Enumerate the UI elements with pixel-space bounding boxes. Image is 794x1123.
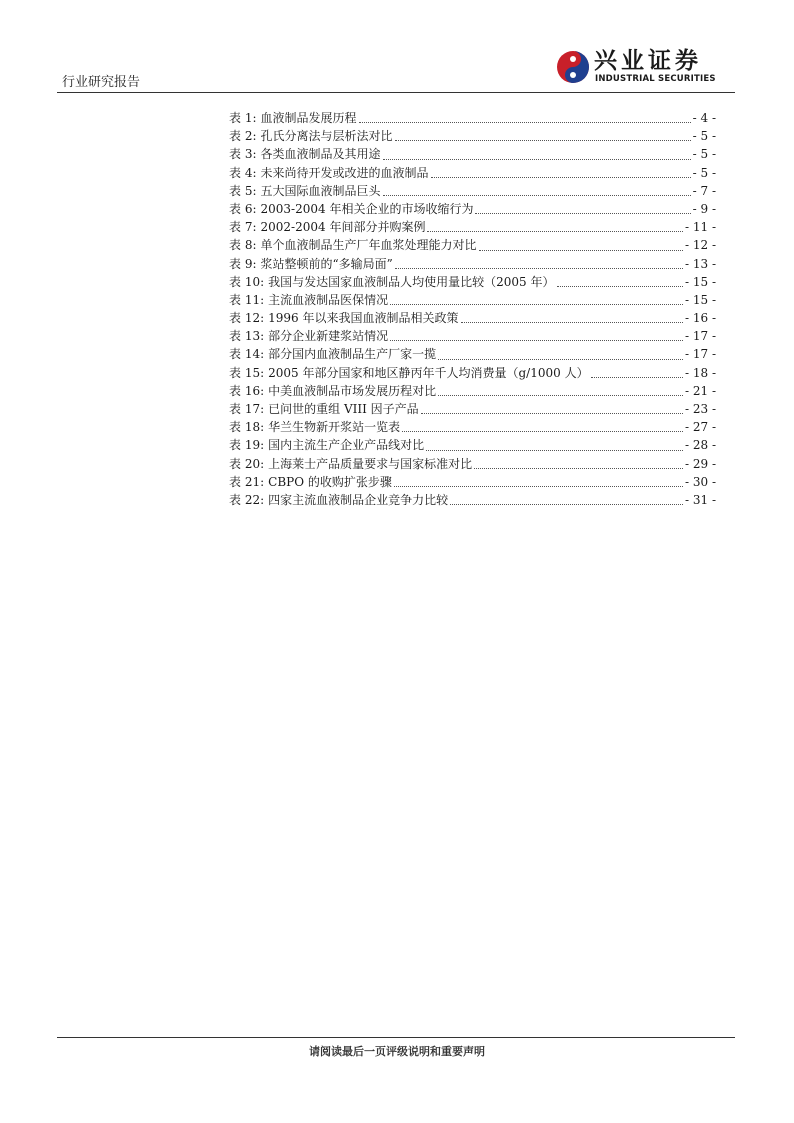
toc-entry-title: 2002-2004 年间部分并购案例 — [260, 220, 426, 235]
toc-leader-dots — [438, 395, 683, 396]
toc-entry-page: - 5 - — [692, 165, 716, 180]
toc-entry-number: 表 17: — [229, 402, 265, 416]
toc-leader-dots — [395, 140, 691, 141]
toc-leader-dots — [431, 177, 691, 178]
toc-leader-dots — [461, 322, 683, 323]
company-logo — [556, 48, 726, 88]
toc-entry-number: 表 18: — [229, 420, 265, 435]
toc-entry-page: - 5 - — [692, 129, 716, 144]
toc-entry[interactable] — [229, 236, 716, 254]
toc-entry-title: CBPO 的收购扩张步骤 — [268, 474, 392, 489]
toc-leader-dots — [479, 250, 683, 251]
toc-entry-title: 我国与发达国家血液制品人均使用量比较（2005 年） — [268, 274, 555, 289]
toc-entry-number: 表 20: — [229, 456, 265, 471]
toc-entry[interactable] — [229, 127, 716, 145]
toc-leader-dots — [395, 268, 683, 269]
toc-entry-title: 1996 年以来我国血液制品相关政策 — [268, 311, 459, 326]
toc-entry-number: 表 5: — [229, 183, 257, 198]
toc-entry-title: 血液制品发展历程 — [260, 111, 357, 125]
toc-entry-title: 单个血液制品生产厂年血浆处理能力对比 — [260, 238, 477, 253]
toc-entry-number: 表 11: — [229, 292, 265, 307]
toc-entry-title: 主流血液制品医保情况 — [268, 292, 389, 307]
toc-entry-page: - 31 - — [684, 492, 716, 507]
toc-entry[interactable] — [229, 218, 716, 236]
toc-entry[interactable] — [229, 182, 716, 200]
toc-entry-number: 表 19: — [229, 438, 265, 453]
toc-entry[interactable] — [229, 291, 716, 309]
toc-entry-title: 2003-2004 年相关企业的市场收缩行为 — [260, 201, 474, 216]
toc-entry-title: 华兰生物新开浆站一览表 — [268, 420, 401, 435]
toc-entry-title: 2005 年部分国家和地区静丙年千人均消费量（g/1000 人） — [268, 365, 589, 380]
toc-entry-number: 表 7: — [229, 220, 257, 235]
toc-entry-page: - 11 - — [684, 220, 716, 235]
toc-entry-number: 表 1: — [229, 111, 257, 125]
toc-entry[interactable] — [229, 164, 716, 182]
toc-entry-title: 中美血液制品市场发展历程对比 — [268, 383, 437, 398]
toc-leader-dots — [421, 413, 683, 414]
toc-entry-title: 部分企业新建浆站情况 — [268, 329, 389, 344]
toc-entry-page: - 28 - — [684, 438, 716, 453]
toc-entry-page: - 21 - — [684, 383, 716, 398]
toc-leader-dots — [450, 504, 683, 505]
toc-entry-page: - 29 - — [684, 456, 716, 471]
toc-entry-title: 孔氏分离法与层析法对比 — [260, 129, 393, 144]
toc-entry-page: - 7 - — [692, 183, 716, 198]
toc-leader-dots — [474, 468, 683, 469]
header-divider — [57, 92, 735, 93]
toc-entry[interactable] — [229, 309, 716, 327]
logo-chinese-name: 兴业证券 — [594, 48, 702, 74]
toc-entry[interactable] — [229, 345, 716, 363]
toc-entry-page: - 13 - — [684, 256, 716, 271]
toc-entry-number: 表 10: — [229, 274, 265, 289]
toc-entry-page: - 17 - — [684, 329, 716, 344]
toc-entry-page: - 30 - — [684, 474, 716, 489]
logo-mark-icon — [556, 50, 590, 84]
table-of-figures — [229, 109, 716, 509]
toc-entry[interactable] — [229, 455, 716, 473]
toc-entry-number: 表 22: — [229, 492, 265, 507]
toc-entry-title: 国内主流生产企业产品线对比 — [268, 438, 425, 453]
toc-entry-number: 表 3: — [229, 147, 257, 162]
toc-entry-number: 表 8: — [229, 238, 257, 253]
toc-entry[interactable] — [229, 473, 716, 491]
toc-entry[interactable] — [229, 491, 716, 509]
toc-entry[interactable] — [229, 327, 716, 345]
toc-entry[interactable] — [229, 145, 716, 163]
toc-entry-title: 浆站整顿前的“多输局面” — [260, 256, 393, 271]
toc-entry-title: 未来尚待开发或改进的血液制品 — [260, 165, 429, 180]
toc-entry-number: 表 4: — [229, 165, 257, 180]
toc-entry-title: 部分国内血液制品生产厂家一揽 — [268, 347, 437, 362]
toc-entry-page: - 15 - — [684, 274, 716, 289]
toc-leader-dots — [427, 231, 683, 232]
toc-entry-title: 五大国际血液制品巨头 — [260, 183, 381, 198]
toc-entry-page: - 4 - — [692, 111, 716, 125]
toc-entry[interactable] — [229, 400, 716, 418]
toc-entry-page: - 17 - — [684, 347, 716, 362]
report-category: 行业研究报告 — [62, 75, 141, 90]
toc-entry-number: 表 9: — [229, 256, 257, 271]
toc-entry[interactable] — [229, 200, 716, 218]
toc-leader-dots — [394, 486, 683, 487]
toc-entry-number: 表 21: — [229, 474, 265, 489]
toc-entry-page: - 18 - — [684, 365, 716, 380]
toc-entry[interactable] — [229, 109, 716, 127]
toc-entry-page: - 23 - — [684, 402, 716, 416]
toc-entry-number: 表 14: — [229, 347, 265, 362]
toc-entry-title: 上海莱士产品质量要求与国家标准对比 — [268, 456, 473, 471]
toc-entry-title: 已问世的重组 VIII 因子产品 — [268, 402, 419, 416]
toc-entry-number: 表 6: — [229, 201, 257, 216]
toc-entry[interactable] — [229, 382, 716, 400]
toc-entry-number: 表 2: — [229, 129, 257, 144]
toc-leader-dots — [383, 159, 691, 160]
toc-entry-number: 表 12: — [229, 311, 265, 326]
toc-entry-number: 表 13: — [229, 329, 265, 344]
toc-leader-dots — [359, 122, 691, 123]
toc-entry-number: 表 16: — [229, 383, 265, 398]
toc-entry-title: 四家主流血液制品企业竞争力比较 — [268, 492, 449, 507]
footer-divider — [57, 1037, 735, 1038]
toc-leader-dots — [390, 304, 683, 305]
toc-entry[interactable] — [229, 364, 716, 382]
toc-entry-page: - 5 - — [692, 147, 716, 162]
toc-entry-page: - 15 - — [684, 292, 716, 307]
toc-leader-dots — [426, 450, 683, 451]
toc-entry[interactable] — [229, 436, 716, 454]
toc-leader-dots — [438, 359, 683, 360]
toc-entry[interactable] — [229, 273, 716, 291]
toc-leader-dots — [390, 340, 683, 341]
logo-english-name: INDUSTRIAL SECURITIES — [595, 74, 716, 84]
toc-entry[interactable] — [229, 418, 716, 436]
toc-entry-page: - 27 - — [684, 420, 716, 435]
toc-entry-number: 表 15: — [229, 365, 265, 380]
toc-leader-dots — [557, 286, 683, 287]
toc-entry[interactable] — [229, 255, 716, 273]
toc-entry-page: - 16 - — [684, 311, 716, 326]
footer-disclaimer: 请阅读最后一页评级说明和重要声明 — [309, 1045, 485, 1058]
toc-leader-dots — [402, 431, 683, 432]
toc-leader-dots — [475, 213, 690, 214]
toc-leader-dots — [383, 195, 691, 196]
toc-leader-dots — [591, 377, 683, 378]
toc-entry-page: - 12 - — [684, 238, 716, 253]
toc-entry-title: 各类血液制品及其用途 — [260, 147, 381, 162]
toc-entry-page: - 9 - — [692, 201, 716, 216]
